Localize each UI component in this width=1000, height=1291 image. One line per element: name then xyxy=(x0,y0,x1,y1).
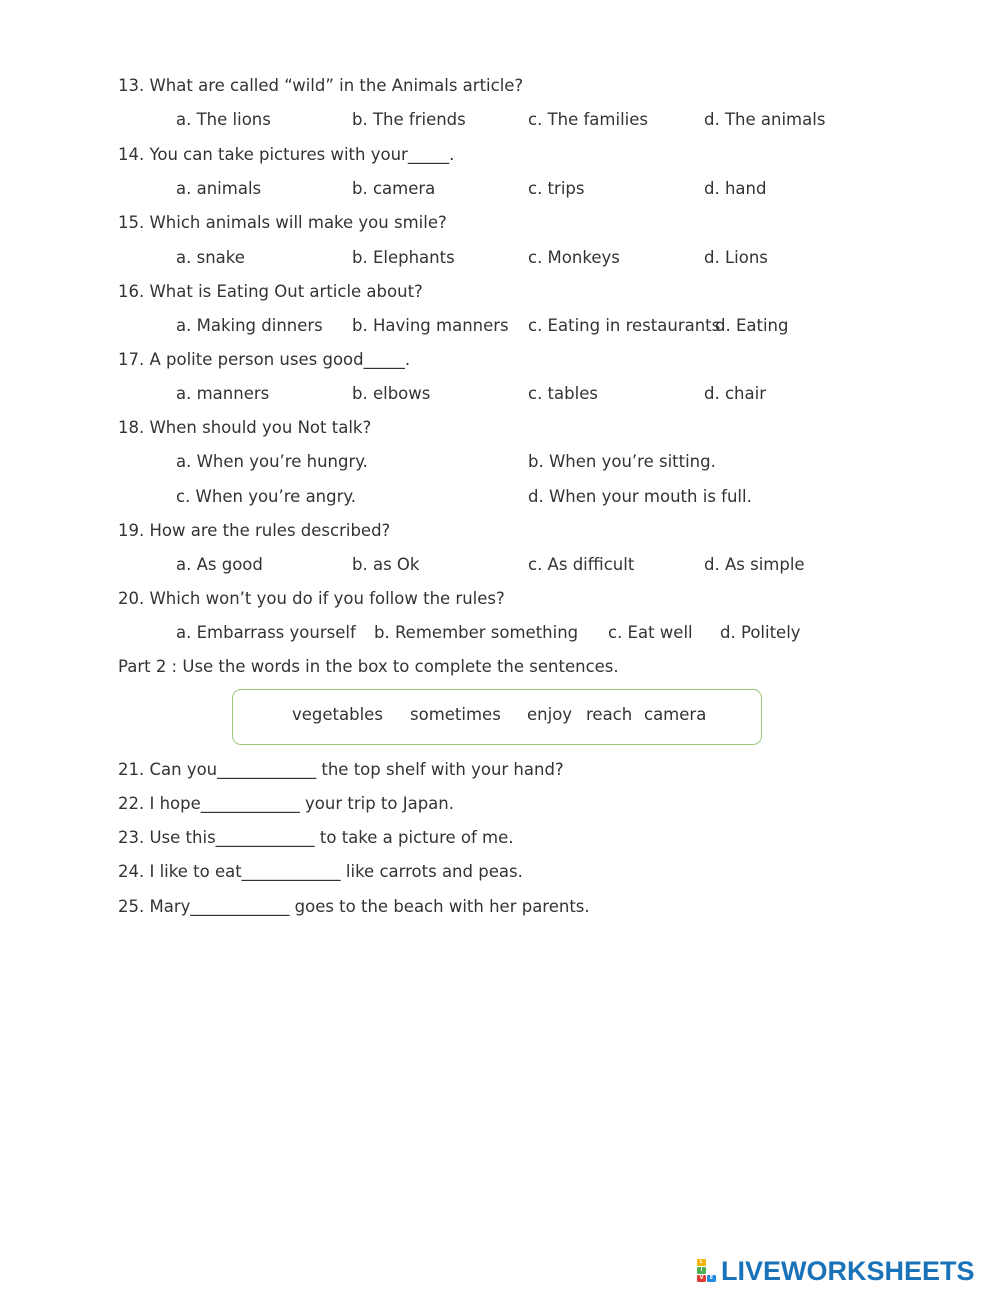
option-20b: b. Remember something xyxy=(374,623,579,642)
option-15d: d. Lions xyxy=(704,248,768,267)
option-15b: b. Elephants xyxy=(352,248,455,267)
option-16d: d. Eating xyxy=(715,316,789,335)
sentence-24: 24. I like to eat____________ like carrots and peas. xyxy=(118,862,523,881)
option-14c: c. trips xyxy=(528,179,585,198)
option-17d: d. chair xyxy=(704,384,766,403)
option-18c: c. When you’re angry. xyxy=(176,487,357,506)
option-16a: a. Making dinners xyxy=(176,316,323,335)
option-14a: a. animals xyxy=(176,179,262,198)
option-19d: d. As simple xyxy=(704,555,805,574)
sentence-25: 25. Mary____________ goes to the beach with her parents. xyxy=(118,897,590,916)
question-16: 16. What is Eating Out article about? xyxy=(118,282,423,301)
question-13: 13. What are called “wild” in the Animals article? xyxy=(118,76,524,95)
option-20c: c. Eat well xyxy=(608,623,693,642)
word-box xyxy=(232,689,762,745)
word-bank-item: enjoy xyxy=(527,705,573,724)
logo-cube: I xyxy=(697,1267,706,1274)
word-bank-item: camera xyxy=(644,705,707,724)
part2-instruction: Part 2 : Use the words in the box to complete the sentences. xyxy=(118,657,619,676)
question-17: 17. A polite person uses good_____. xyxy=(118,350,411,369)
logo-cube: L xyxy=(697,1259,706,1266)
option-15a: a. snake xyxy=(176,248,245,267)
question-18: 18. When should you Not talk? xyxy=(118,418,372,437)
sentence-23: 23. Use this____________ to take a picture of me. xyxy=(118,828,514,847)
option-13c: c. The families xyxy=(528,110,648,129)
option-20a: a. Embarrass yourself xyxy=(176,623,356,642)
question-19: 19. How are the rules described? xyxy=(118,521,391,540)
option-16b: b. Having manners xyxy=(352,316,509,335)
option-16c: c. Eating in restaurants xyxy=(528,316,721,335)
question-20: 20. Which won’t you do if you follow the rules? xyxy=(118,589,505,608)
logo-cube: E xyxy=(707,1275,716,1282)
option-18a: a. When you’re hungry. xyxy=(176,452,368,471)
option-18b: b. When you’re sitting. xyxy=(528,452,716,471)
option-13a: a. The lions xyxy=(176,110,271,129)
option-14d: d. hand xyxy=(704,179,767,198)
word-bank-item: reach xyxy=(586,705,633,724)
option-18d: d. When your mouth is full. xyxy=(528,487,752,506)
logo-text: LIVEWORKSHEETS xyxy=(721,1256,975,1286)
word-bank-item: vegetables xyxy=(292,705,383,724)
question-15: 15. Which animals will make you smile? xyxy=(118,213,447,232)
question-14: 14. You can take pictures with your_____. xyxy=(118,145,455,164)
option-13d: d. The animals xyxy=(704,110,826,129)
option-19c: c. As difficult xyxy=(528,555,635,574)
option-19b: b. as Ok xyxy=(352,555,420,574)
logo-cubes-icon xyxy=(697,1259,723,1283)
option-13b: b. The friends xyxy=(352,110,466,129)
option-17b: b. elbows xyxy=(352,384,431,403)
option-20d: d. Politely xyxy=(720,623,801,642)
option-17a: a. manners xyxy=(176,384,270,403)
option-17c: c. tables xyxy=(528,384,598,403)
sentence-21: 21. Can you____________ the top shelf with your hand? xyxy=(118,760,564,779)
sentence-22: 22. I hope____________ your trip to Japan. xyxy=(118,794,454,813)
option-15c: c. Monkeys xyxy=(528,248,620,267)
word-bank-item: sometimes xyxy=(410,705,501,724)
option-14b: b. camera xyxy=(352,179,436,198)
option-19a: a. As good xyxy=(176,555,263,574)
logo-cube: V xyxy=(697,1275,706,1282)
